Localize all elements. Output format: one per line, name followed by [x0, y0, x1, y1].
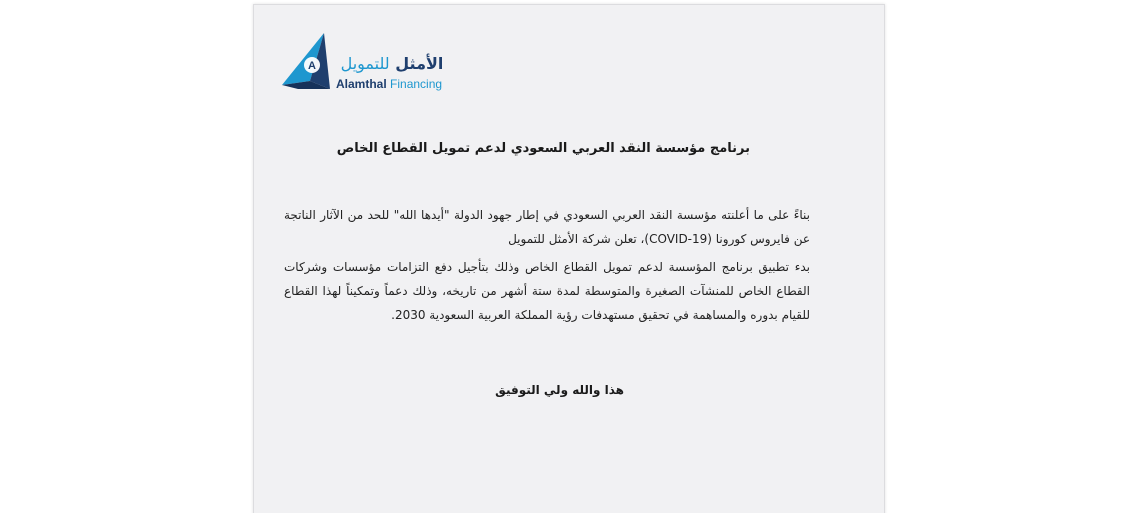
company-logo [280, 31, 450, 95]
logo-english-dark: Alamthal [336, 77, 387, 91]
logo-triangle-icon [280, 31, 336, 93]
paragraph-program-details: بدء تطبيق برنامج المؤسسة لدعم تمويل القطاع الخاص وذلك بتأجيل دفع التزامات مؤسسات وشركات القطاع الخاص للمنشآت الصغيرة والمتوسطة لمدة ستة أشهر من تاريخه، وذلك دعماً وتمكيناً لهذا القطاع للقيام بدوره والمساهمة في تحقيق مستهدفات رؤية المملكة العربية السعودية 2030. [284, 260, 810, 322]
paragraph-announcement: بناءً على ما أعلنته مؤسسة النقد العربي السعودي في إطار جهود الدولة "أيدها الله" للحد من الآثار الناتجة عن فايروس كورونا (COVID-19)، تعلن شركة الأمثل للتمويل [284, 208, 810, 246]
logo-arabic-text [336, 53, 448, 75]
logo-arabic-dark: الأمثل [395, 54, 444, 73]
logo-mark-letter: A [308, 60, 316, 72]
closing-line: هذا والله ولي التوفيق [495, 383, 624, 397]
document-page [253, 4, 885, 513]
document-title: برنامج مؤسسة النقد العربي السعودي لدعم تمويل القطاع الخاص [336, 141, 750, 156]
logo-english-text [336, 77, 442, 91]
logo-english-light: Financing [390, 77, 443, 91]
document-body [284, 203, 810, 331]
logo-arabic-light: للتمويل [340, 54, 390, 73]
